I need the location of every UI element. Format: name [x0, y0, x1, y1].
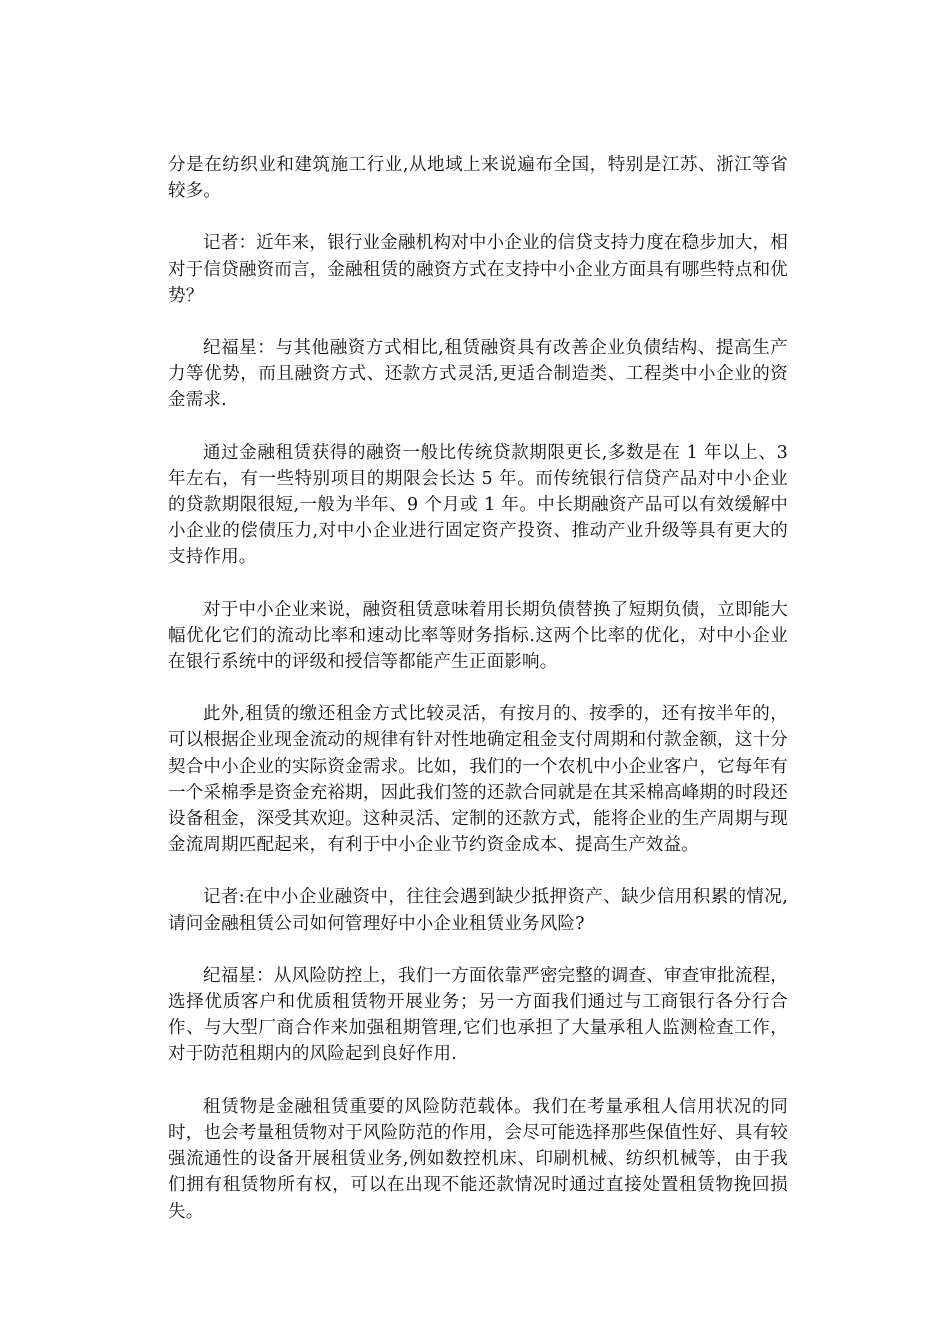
- document-page: [168, 152, 788, 1251]
- paragraph-flexible-payment: 此外,租赁的缴还租金方式比较灵活，有按月的、按季的，还有按半年的，可以根据企业现金流动的规律有针对性地确定租金支付周期和付款金额，这十分契合中小企业的实际资金需求。比如，我们的一个农机中小企业客户，它每年有一个采棉季是资金充裕期，因此我们签的还款合同就是在其采棉高峰期的时段还设备租金，深受其欢迎。这种灵活、定制的还款方式，能将企业的生产周期与现金流周期匹配起来，有利于中小企业节约资金成本、提高生产效益。: [168, 704, 788, 856]
- paragraph-reporter-question-2: 记者:在中小企业融资中，往往会遇到缺少抵押资产、缺少信用积累的情况,请问金融租赁公司如何管理好中小企业租赁业务风险?: [168, 887, 788, 934]
- paragraph-financing-term: 通过金融租赁获得的融资一般比传统贷款期限更长,多数是在 1 年以上、3 年左右，有一些特别项目的期限会长达 5 年。而传统银行信贷产品对中小企业的贷款期限很短,一般为半年、9 个月或 1 年。中长期融资产品可以有效缓解中小企业的偿债压力,对中小企业进行固定资产投资、推动产业升级等具有更大的支持作用。: [168, 442, 788, 568]
- paragraph-debt-structure: 对于中小企业来说，融资租赁意味着用长期负债替换了短期负债，立即能大幅优化它们的流动比率和速动比率等财务指标.这两个比率的优化，对中小企业在银行系统中的评级和授信等都能产生正面影响。: [168, 599, 788, 673]
- paragraph-answer-1: 纪福星：与其他融资方式相比,租赁融资具有改善企业负债结构、提高生产力等优势，而且融资方式、还款方式灵活,更适合制造类、工程类中小企业的资金需求.: [168, 338, 788, 411]
- paragraph-leased-asset: 租赁物是金融租赁重要的风险防范载体。我们在考量承租人信用状况的同时，也会考量租赁物对于风险防范的作用，会尽可能选择那些保值性好、具有较强流通性的设备开展租赁业务,例如数控机床、印刷机械、纺织机械等，由于我们拥有租赁物所有权，可以在出现不能还款情况时通过直接处置租赁物挽回损失。: [168, 1096, 788, 1222]
- paragraph-answer-2: 纪福星：从风险防控上，我们一方面依靠严密完整的调查、审查审批流程，选择优质客户和优质租赁物开展业务；另一方面我们通过与工商银行各分行合作、与大型厂商合作来加强租期管理,它们也承担了大量承租人监测检查工作，对于防范租期内的风险起到良好作用.: [168, 965, 788, 1065]
- paragraph-continuation: 分是在纺织业和建筑施工行业,从地域上来说遍布全国，特别是江苏、浙江等省较多。: [168, 155, 788, 202]
- paragraph-reporter-question-1: 记者：近年来，银行业金融机构对中小企业的信贷支持力度在稳步加大，相对于信贷融资而言，金融租赁的融资方式在支持中小企业方面具有哪些特点和优势？: [168, 233, 788, 306]
